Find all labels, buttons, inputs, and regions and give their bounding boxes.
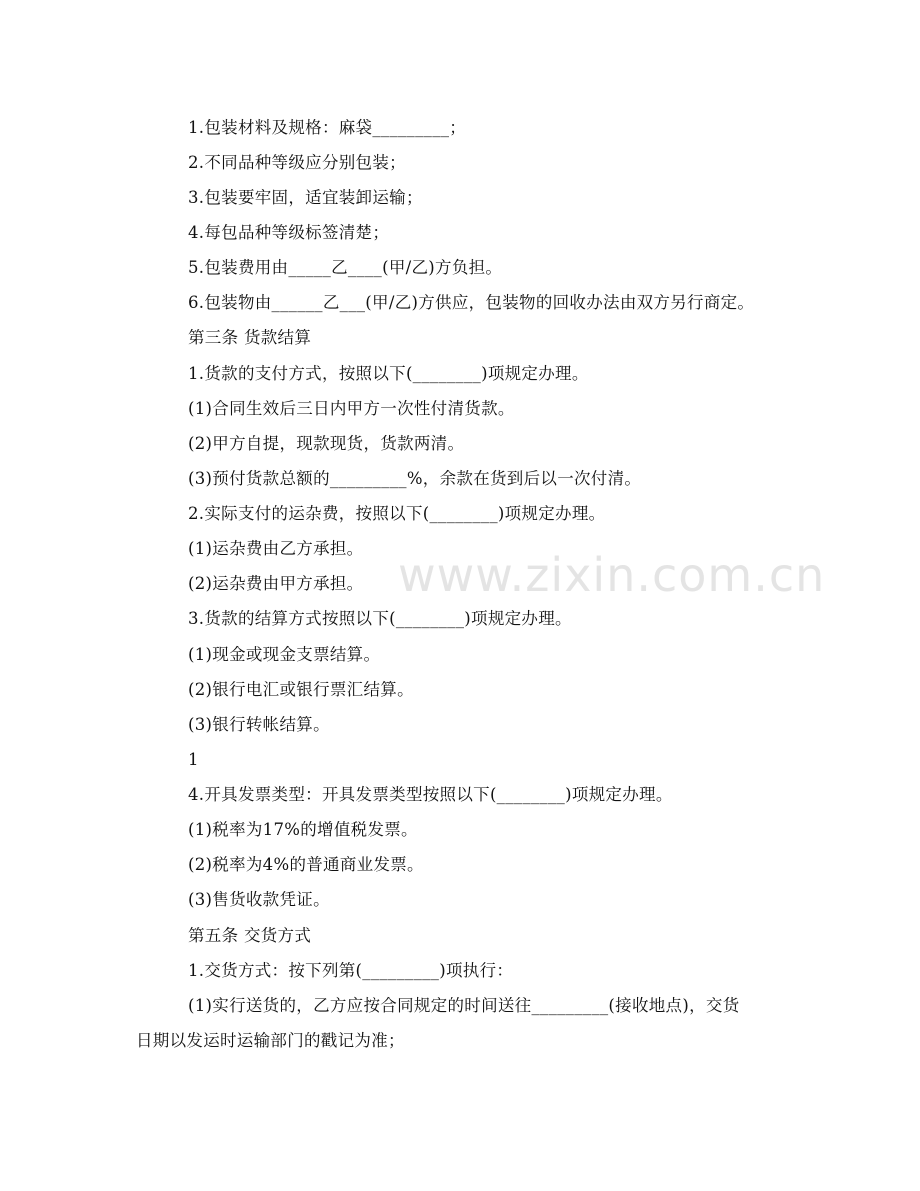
section-heading-article-3: 第三条 货款结算 [188,328,312,347]
freight-option-1: (1)运杂费由乙方承担。 [188,539,364,558]
delivery-option-1-continued: 日期以发运时运输部门的戳记为准； [136,1031,405,1050]
packaging-clause-3: 3.包装要牢固，适宜装卸运输； [188,188,423,207]
invoice-option-2: (2)税率为4%的普通商业发票。 [188,855,424,874]
packaging-clause-1: 1.包装材料及规格：麻袋_________； [188,118,467,137]
settlement-option-3: (3)银行转帐结算。 [188,715,330,734]
page-number: 1 [188,750,199,769]
settlement-option-1: (1)现金或现金支票结算。 [188,645,381,664]
watermark: www.zixin.com.cn [398,548,826,602]
packaging-clause-4: 4.每包品种等级标签清楚； [188,223,390,242]
invoice-option-1: (1)税率为17%的增值税发票。 [188,820,418,839]
freight-option-2: (2)运杂费由甲方承担。 [188,574,364,593]
packaging-clause-5: 5.包装费用由_____乙____(甲/乙)方负担。 [188,258,503,277]
payment-option-2: (2)甲方自提，现款现货，货款两清。 [188,434,465,453]
payment-option-3: (3)预付货款总额的_________%，余款在货到后以一次付清。 [188,469,642,488]
settlement-clause: 3.货款的结算方式按照以下(________)项规定办理。 [188,609,572,628]
invoice-clause: 4.开具发票类型：开具发票类型按照以下(________)项规定办理。 [188,785,673,804]
payment-method-clause: 1.货款的支付方式，按照以下(________)项规定办理。 [188,364,589,383]
delivery-method-clause: 1.交货方式：按下列第(_________)项执行： [188,961,514,980]
section-heading-article-5: 第五条 交货方式 [188,926,312,945]
packaging-clause-2: 2.不同品种等级应分别包装； [188,153,406,172]
payment-option-1: (1)合同生效后三日内甲方一次性付清货款。 [188,399,515,418]
freight-clause: 2.实际支付的运杂费，按照以下(________)项规定办理。 [188,504,606,523]
invoice-option-3: (3)售货收款凭证。 [188,890,330,909]
settlement-option-2: (2)银行电汇或银行票汇结算。 [188,680,414,699]
packaging-clause-6: 6.包装物由______乙___(甲/乙)方供应，包装物的回收办法由双方另行商定。 [188,293,755,312]
delivery-option-1: (1)实行送货的，乙方应按合同规定的时间送往_________(接收地点)，交货 [188,996,740,1015]
